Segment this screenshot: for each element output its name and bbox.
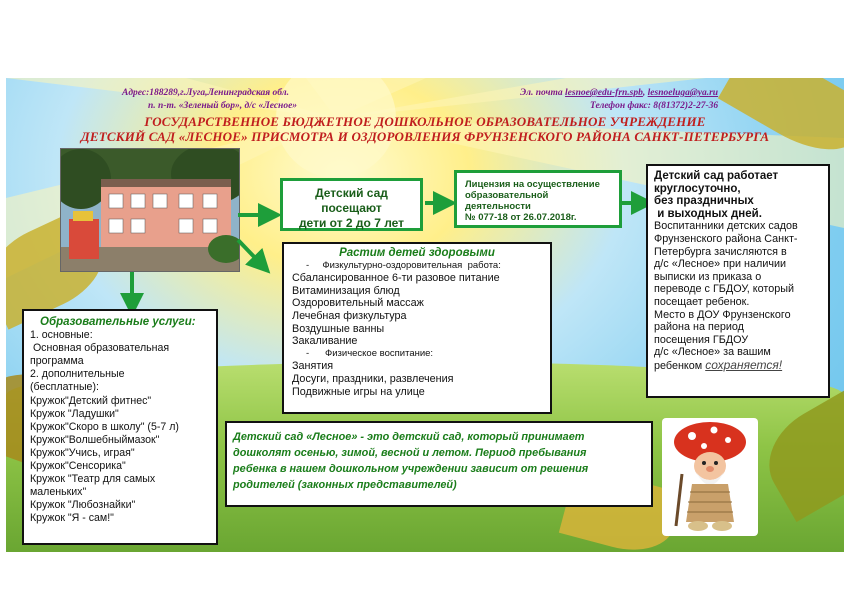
email-link-2[interactable]: lesnoeluga@ya.ru: [647, 88, 719, 98]
services-line: Кружок"Волшебныймазок": [30, 433, 160, 446]
services-title: Образовательные услуги:: [40, 316, 196, 328]
age-line-1: Детский сад: [315, 186, 388, 200]
license-line-1: Лицензия на осуществление: [465, 179, 600, 190]
schedule-heading-4: и выходных дней.: [654, 207, 762, 220]
schedule-heading-2: круглосуточно,: [654, 182, 741, 195]
services-line: (бесплатные):: [30, 381, 99, 394]
health-subtitle-2: - Физическое воспитание:: [306, 347, 434, 359]
services-line: 1. основные:: [30, 329, 93, 342]
about-line: дошколят осенью, зимой, весной и летом. Период пребывания: [233, 447, 587, 459]
phone-line: Телефон факс: 8(81372)2-27-36: [590, 101, 719, 111]
license-line-3: деятельности: [465, 201, 531, 212]
gnome-illustration: [662, 418, 758, 536]
license-box: [454, 170, 622, 228]
address-line-2: п. п-т. «Зеленый бор», д/с «Лесное»: [148, 101, 298, 111]
schedule-last-line: [654, 359, 828, 373]
health-item: Занятия: [292, 360, 334, 373]
schedule-box: [646, 164, 830, 398]
schedule-body-line: д/с «Лесное» при наличии: [654, 258, 787, 271]
health-item: Оздоровительный массаж: [292, 297, 424, 310]
schedule-body-line: Место в ДОУ Фрунзенского: [654, 308, 791, 321]
about-line: Детский сад «Лесное» - это детский сад, который принимает: [233, 431, 585, 443]
health-item: Лечебная физкультура: [292, 309, 407, 322]
services-line: Кружок"Учись, играя": [30, 446, 135, 459]
health-item: Витаминизация блюд: [292, 284, 400, 297]
services-line: Кружок "Я - сам!": [30, 512, 114, 525]
services-line: Кружок"Скоро в школу" (5-7 л): [30, 420, 179, 433]
services-box: [22, 309, 218, 545]
title-line-2: ДЕТСКИЙ САД «ЛЕСНОЕ» ПРИСМОТРА И ОЗДОРОВЛЕНИЯ ФРУНЗЕНСКОГО РАЙОНА САНКТ-ПЕТЕРБУРГА: [80, 129, 770, 144]
building-image: [61, 149, 239, 271]
address-line: Адрес:188289,г.Луга,Ленинградская обл.: [122, 88, 290, 98]
health-item: Подвижные игры на улице: [292, 385, 425, 398]
services-line: Кружок"Детский фитнес": [30, 394, 152, 407]
schedule-keeps-link: сохраняется!: [705, 357, 783, 372]
health-item: Закаливание: [292, 335, 358, 348]
schedule-body-line: посещения ГБДОУ: [654, 333, 749, 346]
services-line: программа: [30, 355, 84, 368]
age-box: [280, 178, 423, 231]
health-title: Растим детей здоровыми: [339, 247, 495, 259]
health-box: [282, 242, 552, 414]
health-item: Сбалансированное 6-ти разовое питание: [292, 272, 500, 285]
health-item: Досуги, праздники, развлечения: [292, 372, 454, 385]
services-line: Кружок "Театр для самых: [30, 473, 156, 486]
gnome-icon: [662, 418, 758, 536]
schedule-body-line: переводе с ГБДОУ, который: [654, 283, 795, 296]
services-line: Основная образовательная: [30, 342, 170, 355]
schedule-body-line: д/с «Лесное» за вашим: [654, 346, 771, 359]
about-line: родителей (законных представителей): [233, 479, 457, 491]
kindergarten-photo: [60, 148, 240, 272]
schedule-body-line: района на период: [654, 321, 744, 334]
services-line: Кружок "Любознайки": [30, 499, 136, 512]
services-line: маленьких": [30, 486, 87, 499]
services-line: Кружок"Сенсорика": [30, 460, 126, 473]
schedule-heading-3: без праздничных: [654, 195, 754, 208]
schedule-body-line: посещает ребенок.: [654, 295, 750, 308]
schedule-body-line: выписки из приказа о: [654, 270, 762, 283]
schedule-body-line: Фрунзенского района Санкт-: [654, 232, 798, 245]
schedule-heading-1: Детский сад работает: [654, 170, 779, 182]
about-box: [225, 421, 653, 507]
email-separator: ,: [642, 88, 646, 98]
schedule-body-line: Воспитанники детских садов: [654, 220, 798, 233]
age-line-2: посещают: [321, 201, 382, 215]
schedule-last-prefix: ребенком: [654, 359, 706, 372]
title-line-1: ГОСУДАРСТВЕННОЕ БЮДЖЕТНОЕ ДОШКОЛЬНОЕ ОБРАЗОВАТЕЛЬНОЕ УЧРЕЖДЕНИЕ: [144, 114, 706, 129]
email-label: Эл. почта: [520, 88, 563, 98]
health-item: Воздушные ванны: [292, 322, 385, 335]
age-line-3: дети от 2 до 7 лет: [298, 216, 405, 230]
license-line-4: № 077-18 от 26.07.2018г.: [465, 212, 577, 223]
email-line: [520, 88, 718, 98]
health-subtitle-1: - Физкультурно-оздоровительная работа:: [306, 259, 501, 271]
schedule-body-line: Петербурга зачисляются в: [654, 245, 787, 258]
email-link-1[interactable]: lesnoe@edu-frn.spb: [565, 88, 643, 98]
services-line: Кружок "Ладушки": [30, 407, 119, 420]
about-line: ребенка в нашем дошкольном учреждении зависит от решения: [233, 463, 589, 475]
services-line: 2. дополнительные: [30, 368, 125, 381]
license-line-2: образовательной: [465, 190, 549, 201]
